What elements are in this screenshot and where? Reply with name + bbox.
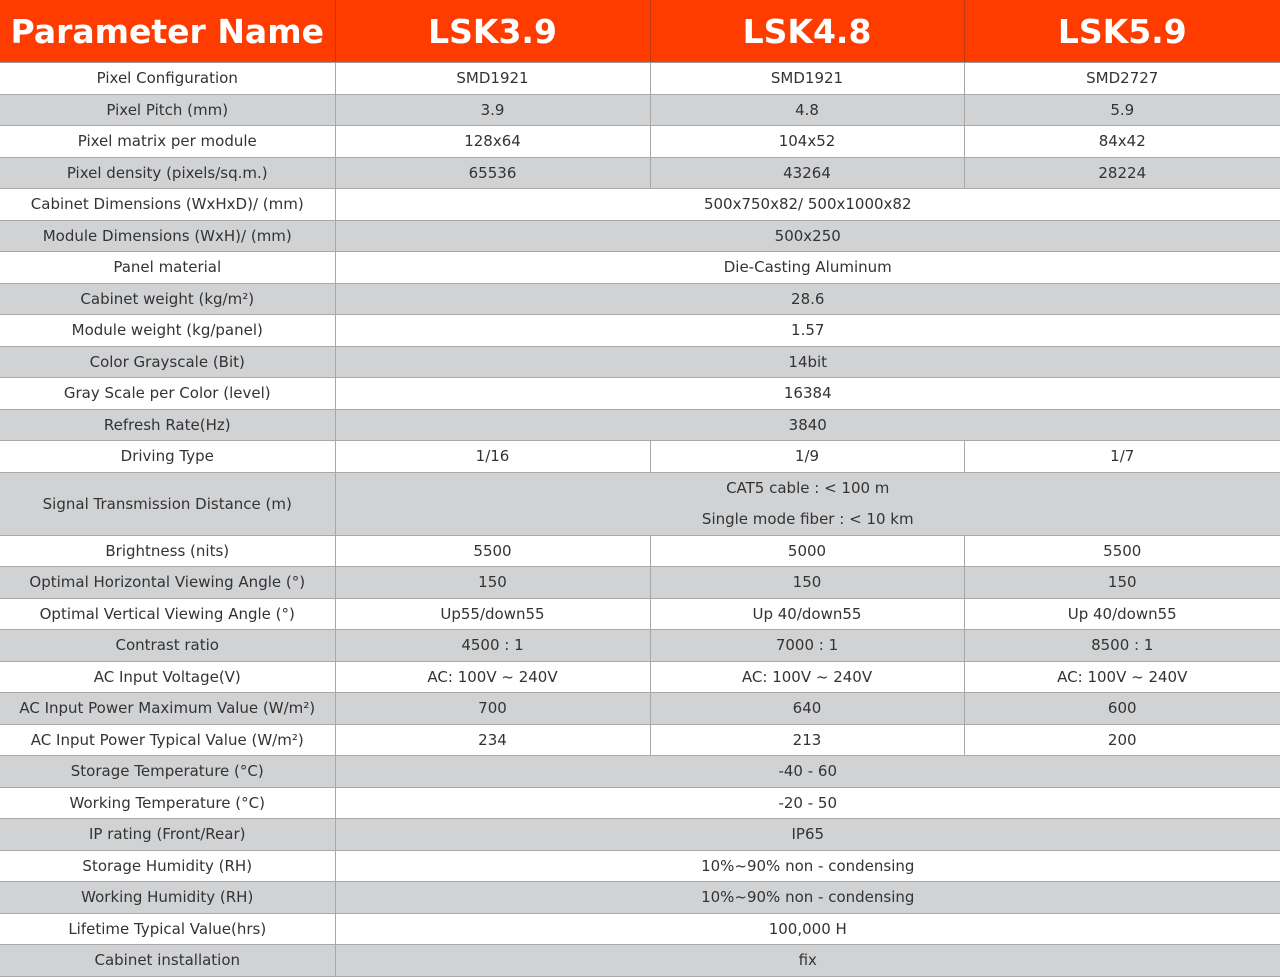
table-row [0, 126, 1280, 158]
param-value: 5500 [964, 535, 1280, 567]
header-row [0, 0, 1280, 63]
table-row [0, 850, 1280, 882]
param-value: 7000 : 1 [650, 630, 964, 662]
table-row [0, 315, 1280, 347]
param-name: AC Input Voltage(V) [0, 661, 335, 693]
table-row [0, 409, 1280, 441]
table-row [0, 787, 1280, 819]
table-row [0, 157, 1280, 189]
param-value: SMD2727 [964, 63, 1280, 95]
table-row [0, 441, 1280, 473]
param-value: AC: 100V ~ 240V [335, 661, 650, 693]
spec-table-body [0, 63, 1280, 977]
param-value: AC: 100V ~ 240V [964, 661, 1280, 693]
header-parameter-name: Parameter Name [0, 0, 335, 63]
param-value-shared: 16384 [335, 378, 1280, 410]
param-name: Brightness (nits) [0, 535, 335, 567]
param-name: Cabinet Dimensions (WxHxD)/ (mm) [0, 189, 335, 221]
param-value: AC: 100V ~ 240V [650, 661, 964, 693]
param-value: 600 [964, 693, 1280, 725]
param-value-shared: -40 - 60 [335, 756, 1280, 788]
table-row [0, 346, 1280, 378]
param-name: Module weight (kg/panel) [0, 315, 335, 347]
param-name: Working Temperature (°C) [0, 787, 335, 819]
param-name: Module Dimensions (WxH)/ (mm) [0, 220, 335, 252]
param-value: 1/9 [650, 441, 964, 473]
table-row [0, 630, 1280, 662]
param-name: Storage Humidity (RH) [0, 850, 335, 882]
param-value-shared: 28.6 [335, 283, 1280, 315]
param-value: Up 40/down55 [964, 598, 1280, 630]
param-value: 128x64 [335, 126, 650, 158]
table-row [0, 63, 1280, 95]
param-value: 4500 : 1 [335, 630, 650, 662]
param-name: Refresh Rate(Hz) [0, 409, 335, 441]
param-value: 84x42 [964, 126, 1280, 158]
table-row [0, 283, 1280, 315]
param-name: Lifetime Typical Value(hrs) [0, 913, 335, 945]
param-name: Pixel Configuration [0, 63, 335, 95]
param-value: 213 [650, 724, 964, 756]
table-row [0, 189, 1280, 221]
param-value: 150 [335, 567, 650, 599]
param-value-line: CAT5 cable : < 100 m [336, 473, 1280, 504]
param-name: IP rating (Front/Rear) [0, 819, 335, 851]
table-row [0, 724, 1280, 756]
param-value: SMD1921 [335, 63, 650, 95]
table-row [0, 945, 1280, 977]
table-row [0, 220, 1280, 252]
param-value-shared: -20 - 50 [335, 787, 1280, 819]
param-name: AC Input Power Maximum Value (W/m²) [0, 693, 335, 725]
param-name: Gray Scale per Color (level) [0, 378, 335, 410]
param-value: 1/7 [964, 441, 1280, 473]
param-value: 234 [335, 724, 650, 756]
table-row [0, 913, 1280, 945]
table-row [0, 535, 1280, 567]
param-value-shared: IP65 [335, 819, 1280, 851]
param-value: 640 [650, 693, 964, 725]
table-row [0, 252, 1280, 284]
param-value-shared: 500x250 [335, 220, 1280, 252]
param-value-shared: 14bit [335, 346, 1280, 378]
param-name: Cabinet weight (kg/m²) [0, 283, 335, 315]
param-value-shared: 10%~90% non - condensing [335, 882, 1280, 914]
param-value-shared: 1.57 [335, 315, 1280, 347]
param-value-shared [335, 472, 1280, 535]
param-name: Contrast ratio [0, 630, 335, 662]
table-row [0, 819, 1280, 851]
param-name: Pixel Pitch (mm) [0, 94, 335, 126]
param-value: 1/16 [335, 441, 650, 473]
param-name: Color Grayscale (Bit) [0, 346, 335, 378]
table-row [0, 472, 1280, 535]
header-model-lsk48: LSK4.8 [650, 0, 964, 63]
param-name: Optimal Vertical Viewing Angle (°) [0, 598, 335, 630]
table-row [0, 598, 1280, 630]
param-value: 150 [964, 567, 1280, 599]
param-name: Pixel matrix per module [0, 126, 335, 158]
param-value: 150 [650, 567, 964, 599]
param-name: Working Humidity (RH) [0, 882, 335, 914]
param-value: 3.9 [335, 94, 650, 126]
param-name: Cabinet installation [0, 945, 335, 977]
param-value: 700 [335, 693, 650, 725]
param-name: Driving Type [0, 441, 335, 473]
param-name: Signal Transmission Distance (m) [0, 472, 335, 535]
param-value-line: Single mode fiber : < 10 km [336, 504, 1280, 535]
param-name: Panel material [0, 252, 335, 284]
param-value-shared: 500x750x82/ 500x1000x82 [335, 189, 1280, 221]
param-name: Pixel density (pixels/sq.m.) [0, 157, 335, 189]
table-row [0, 661, 1280, 693]
param-value: 5000 [650, 535, 964, 567]
param-value-shared: 3840 [335, 409, 1280, 441]
param-value: 200 [964, 724, 1280, 756]
param-name: AC Input Power Typical Value (W/m²) [0, 724, 335, 756]
table-row [0, 693, 1280, 725]
param-name: Optimal Horizontal Viewing Angle (°) [0, 567, 335, 599]
param-value: 5.9 [964, 94, 1280, 126]
param-value: Up55/down55 [335, 598, 650, 630]
param-value: 5500 [335, 535, 650, 567]
table-row [0, 94, 1280, 126]
param-value: 43264 [650, 157, 964, 189]
param-value: 65536 [335, 157, 650, 189]
param-value-shared: 10%~90% non - condensing [335, 850, 1280, 882]
param-value: 4.8 [650, 94, 964, 126]
param-value: SMD1921 [650, 63, 964, 95]
table-row [0, 756, 1280, 788]
param-value: 28224 [964, 157, 1280, 189]
table-row [0, 882, 1280, 914]
param-value-shared: fix [335, 945, 1280, 977]
param-value: Up 40/down55 [650, 598, 964, 630]
table-row [0, 378, 1280, 410]
header-model-lsk39: LSK3.9 [335, 0, 650, 63]
param-value-shared: Die-Casting Aluminum [335, 252, 1280, 284]
header-model-lsk59: LSK5.9 [964, 0, 1280, 63]
param-name: Storage Temperature (°C) [0, 756, 335, 788]
param-value-shared: 100,000 H [335, 913, 1280, 945]
param-value: 8500 : 1 [964, 630, 1280, 662]
table-row [0, 567, 1280, 599]
param-value: 104x52 [650, 126, 964, 158]
